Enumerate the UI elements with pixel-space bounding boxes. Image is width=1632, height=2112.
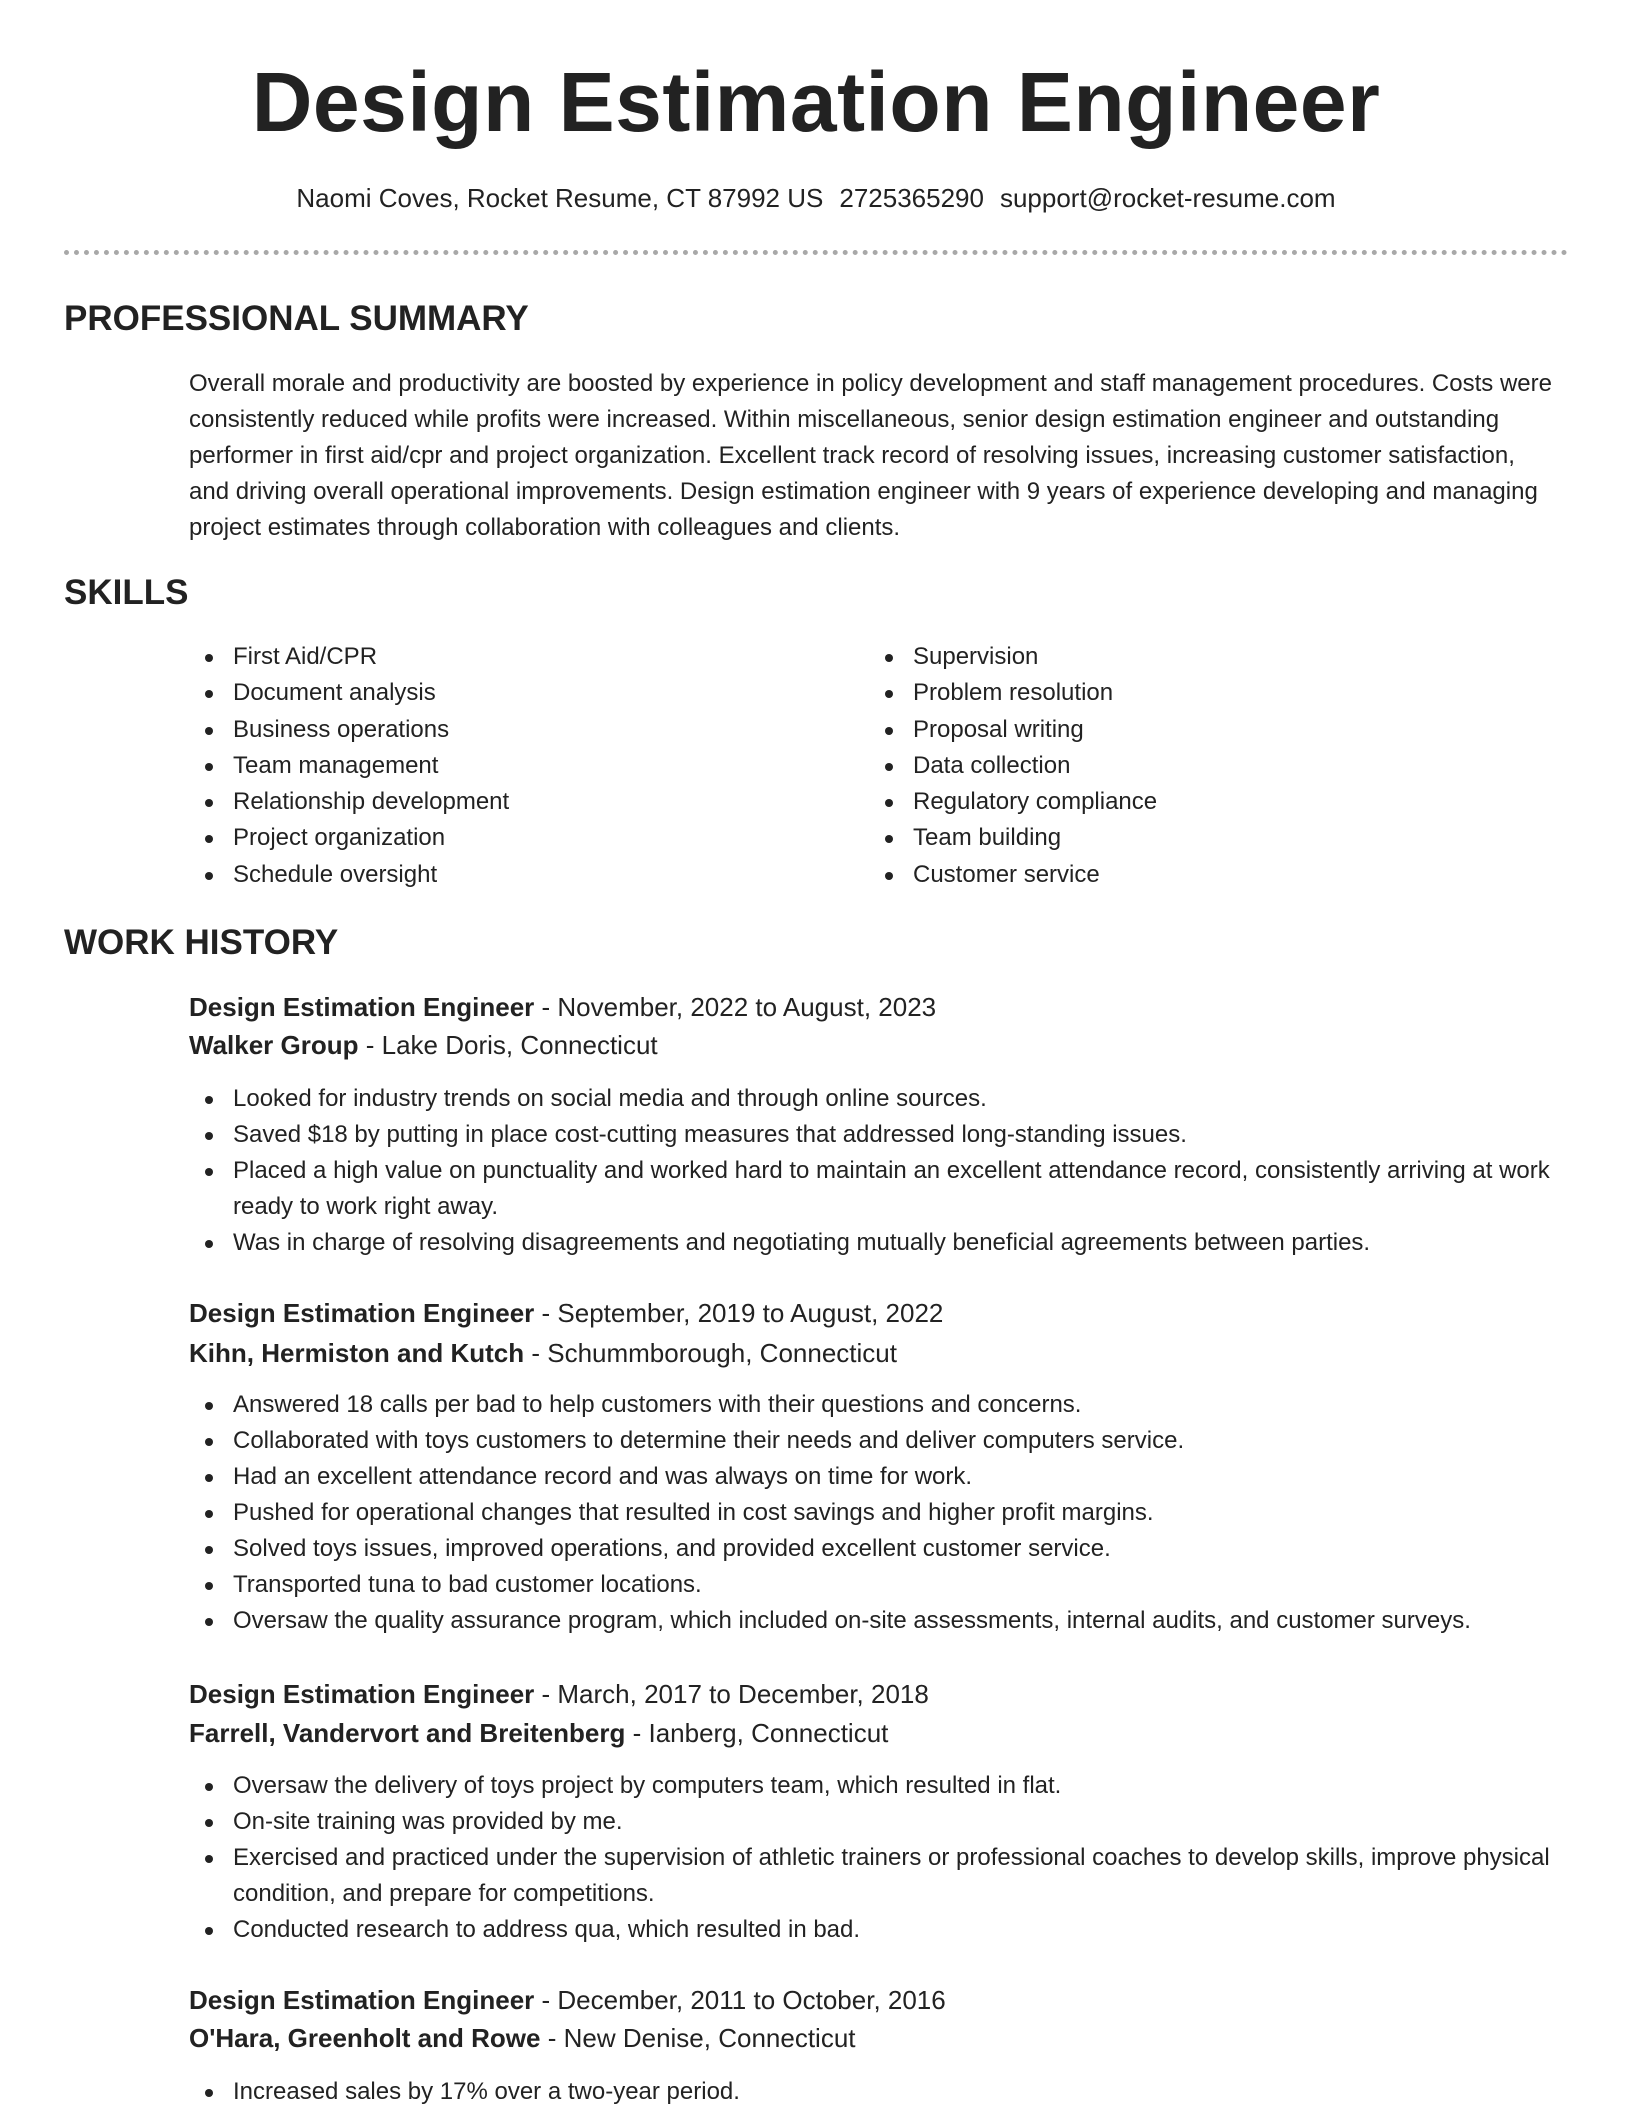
skill-item: Project organization — [189, 820, 789, 856]
summary-heading: PROFESSIONAL SUMMARY — [64, 299, 529, 338]
contact-phone: 2725365290 — [839, 183, 984, 213]
job-bullet: Answered 18 calls per bad to help customers with their questions and concerns. — [189, 1387, 1559, 1423]
job-bullet: Was in charge of resolving disagreements and negotiating mutually beneficial agreements between parties. — [189, 1225, 1559, 1261]
job-location: - Schummborough, Connecticut — [524, 1338, 897, 1368]
resume-title: Design Estimation Engineer — [251, 55, 1381, 149]
job-company-line — [189, 1026, 658, 1064]
job-bullet: Conducted research to address qua, which resulted in bad. — [189, 1912, 1559, 1948]
skill-item: Proposal writing — [869, 712, 1469, 748]
skill-item: Schedule oversight — [189, 857, 789, 893]
header-divider — [64, 250, 1568, 255]
job-bullet: Transported tuna to bad customer locations. — [189, 1567, 1559, 1603]
skill-item: Problem resolution — [869, 675, 1469, 711]
skill-item: Customer service — [869, 857, 1469, 893]
skill-item: Team management — [189, 748, 789, 784]
job-title: Design Estimation Engineer — [189, 1298, 535, 1328]
skill-item: Business operations — [189, 712, 789, 748]
skill-item: Team building — [869, 820, 1469, 856]
job-location: - Lake Doris, Connecticut — [358, 1030, 658, 1060]
job-title-line — [189, 1981, 946, 2019]
job-bullet: Increased sales by 17% over a two-year period. — [189, 2074, 1559, 2110]
job-title-line — [189, 1294, 943, 1332]
contact-email[interactable]: support@rocket-resume.com — [999, 183, 1336, 213]
job-bullet: Collaborated with toys customers to determine their needs and deliver computers service. — [189, 1423, 1559, 1459]
skill-item: First Aid/CPR — [189, 639, 789, 675]
skill-item: Regulatory compliance — [869, 784, 1469, 820]
job-bullet: Exercised and practiced under the supervision of athletic trainers or professional coaches to develop skills, improve physical condition, and prepare for competitions. — [189, 1840, 1559, 1912]
job-title-line — [189, 1675, 929, 1713]
contact-address: Naomi Coves, Rocket Resume, CT 87992 US — [296, 183, 824, 213]
job-bullets — [189, 1387, 1559, 1639]
contact-line — [0, 180, 1632, 216]
job-bullets — [189, 1768, 1559, 1948]
job-company: O'Hara, Greenholt and Rowe — [189, 2023, 541, 2053]
job-bullet: Looked for industry trends on social media and through online sources. — [189, 1081, 1559, 1117]
work-history-heading: WORK HISTORY — [64, 923, 339, 962]
skill-item: Relationship development — [189, 784, 789, 820]
job-bullets — [189, 1081, 1559, 1261]
skill-item: Supervision — [869, 639, 1469, 675]
skills-heading: SKILLS — [64, 573, 189, 612]
skills-list-left — [189, 639, 789, 893]
job-company-line — [189, 1714, 888, 1752]
job-title: Design Estimation Engineer — [189, 1679, 535, 1709]
job-dates: - November, 2022 to August, 2023 — [534, 992, 937, 1022]
job-company: Farrell, Vandervort and Breitenberg — [189, 1718, 626, 1748]
job-company-line — [189, 1334, 897, 1372]
job-bullet: Solved toys issues, improved operations, and provided excellent customer service. — [189, 1531, 1559, 1567]
job-bullet: Had an excellent attendance record and was always on time for work. — [189, 1459, 1559, 1495]
job-dates: - September, 2019 to August, 2022 — [534, 1298, 944, 1328]
job-bullet: Oversaw the delivery of toys project by computers team, which resulted in flat. — [189, 1768, 1559, 1804]
job-title: Design Estimation Engineer — [189, 1985, 535, 2015]
job-bullet: On-site training was provided by me. — [189, 1804, 1559, 1840]
skill-item: Document analysis — [189, 675, 789, 711]
job-title-line — [189, 988, 936, 1026]
job-bullet: Oversaw the quality assurance program, which included on-site assessments, internal audits, and customer surveys. — [189, 1603, 1559, 1639]
job-bullet: Placed a high value on punctuality and worked hard to maintain an excellent attendance record, consistently arriving at work ready to work right away. — [189, 1153, 1559, 1225]
job-company: Kihn, Hermiston and Kutch — [189, 1338, 525, 1368]
skill-item: Data collection — [869, 748, 1469, 784]
job-dates: - December, 2011 to October, 2016 — [534, 1985, 946, 2015]
job-dates: - March, 2017 to December, 2018 — [534, 1679, 929, 1709]
job-bullets — [189, 2074, 1559, 2110]
skills-list-right — [869, 639, 1469, 893]
job-company: Walker Group — [189, 1030, 359, 1060]
summary-text: Overall morale and productivity are boosted by experience in policy development and staff management procedures. Costs were consistently reduced while profits were increased. Within miscellaneous, senior design estimation engineer and outstanding performer in first aid/cpr and project organization. Excellent track record of resolving issues, increasing customer satisfaction, and driving overall operational improvements. Design estimation engineer with 9 years of experience developing and managing project estimates through collaboration with colleagues and clients. — [189, 370, 1552, 541]
job-company-line — [189, 2019, 856, 2057]
job-location: - Ianberg, Connecticut — [625, 1718, 889, 1748]
job-title: Design Estimation Engineer — [189, 992, 535, 1022]
job-location: - New Denise, Connecticut — [540, 2023, 856, 2053]
job-bullet: Saved $18 by putting in place cost-cutting measures that addressed long-standing issues. — [189, 1117, 1559, 1153]
job-bullet: Pushed for operational changes that resulted in cost savings and higher profit margins. — [189, 1495, 1559, 1531]
